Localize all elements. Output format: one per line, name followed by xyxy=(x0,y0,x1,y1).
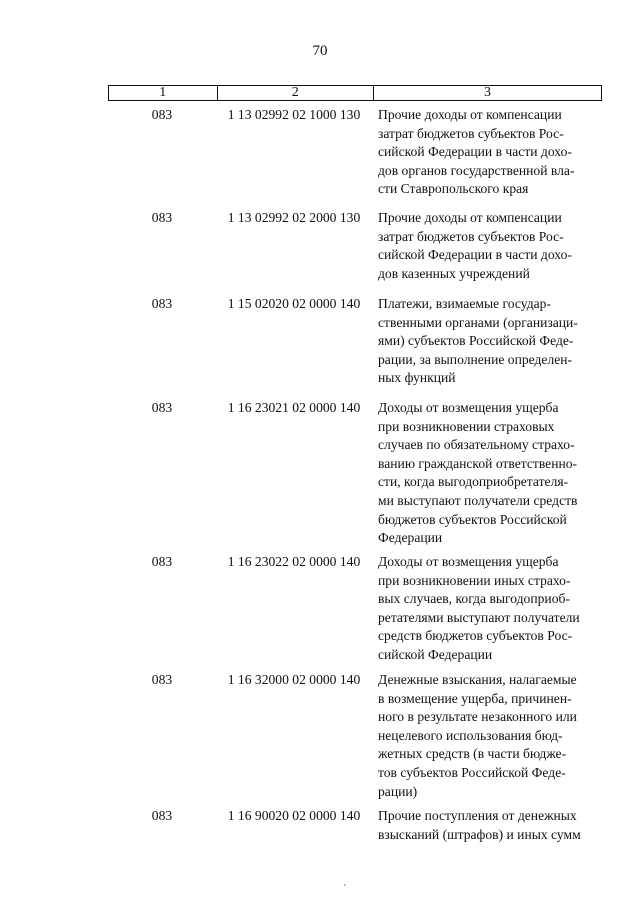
table-header-row xyxy=(108,85,602,101)
table-row xyxy=(108,807,600,844)
revenue-name-cell: Прочие доходы от компенсации затрат бюджетов субъектов Рос- сийской Федерации в части дохо- дов органов государственной вла- сти Ставропольского края xyxy=(378,107,575,197)
admin-code-cell: 083 xyxy=(151,672,173,687)
table-row xyxy=(108,295,600,388)
revenue-code-cell: 1 15 02020 02 0000 140 xyxy=(227,296,361,311)
table-row xyxy=(108,399,600,548)
revenue-code-cell: 1 13 02992 02 2000 130 xyxy=(227,210,361,225)
revenue-name-cell: Денежные взыскания, налагаемые в возмещение ущерба, причинен- ного в результате незаконного или нецелевого использования бюд- жетных средств (в части бюдже- тов субъектов Российской Феде- рации) xyxy=(378,672,577,799)
revenue-code-cell: 1 13 02992 02 1000 130 xyxy=(227,107,361,122)
table-row xyxy=(108,209,600,283)
revenue-name-cell: Прочие поступления от денежных взысканий (штрафов) и иных сумм xyxy=(378,808,581,842)
footer-mark: ` xyxy=(343,884,347,895)
revenue-code-cell: 1 16 23021 02 0000 140 xyxy=(227,400,361,415)
revenue-name-cell: Прочие доходы от компенсации затрат бюджетов субъектов Рос- сийской Федерации в части дохо- дов казенных учреждений xyxy=(378,210,572,281)
table-row xyxy=(108,671,600,801)
header-cell-3: 3 xyxy=(483,85,491,100)
table-row xyxy=(108,553,600,665)
revenue-name-cell: Доходы от возмещения ущерба при возникновении страховых случаев по обязательному страхо- ванию гражданской ответственно- сти, когда выгодоприобретателя- ми выступают получатели средств бюджетов субъектов Российской Федерации xyxy=(378,400,578,546)
revenue-name-cell: Платежи, взимаемые государ- ственными органами (организаци- ями) субъектов Российской Феде- рации, за выполнение определен- ных функций xyxy=(378,296,578,386)
revenue-code-cell: 1 16 32000 02 0000 140 xyxy=(227,672,361,687)
admin-code-cell: 083 xyxy=(151,107,173,122)
revenue-code-cell: 1 16 90020 02 0000 140 xyxy=(227,808,361,823)
table-row xyxy=(108,106,600,199)
revenue-table xyxy=(108,85,602,842)
admin-code-cell: 083 xyxy=(151,296,173,311)
admin-code-cell: 083 xyxy=(151,554,173,569)
admin-code-cell: 083 xyxy=(151,400,173,415)
admin-code-cell: 083 xyxy=(151,210,173,225)
header-cell-1: 1 xyxy=(109,86,218,100)
revenue-name-cell: Доходы от возмещения ущерба при возникновении иных страхо- вых случаев, когда выгодоприоб- ретателями выступают получатели средств бюджетов субъектов Рос- сийской Федерации xyxy=(378,554,580,662)
revenue-code-cell: 1 16 23022 02 0000 140 xyxy=(227,554,361,569)
admin-code-cell: 083 xyxy=(151,808,173,823)
header-cell-2: 2 xyxy=(218,86,374,100)
page-number: 70 xyxy=(312,43,328,59)
